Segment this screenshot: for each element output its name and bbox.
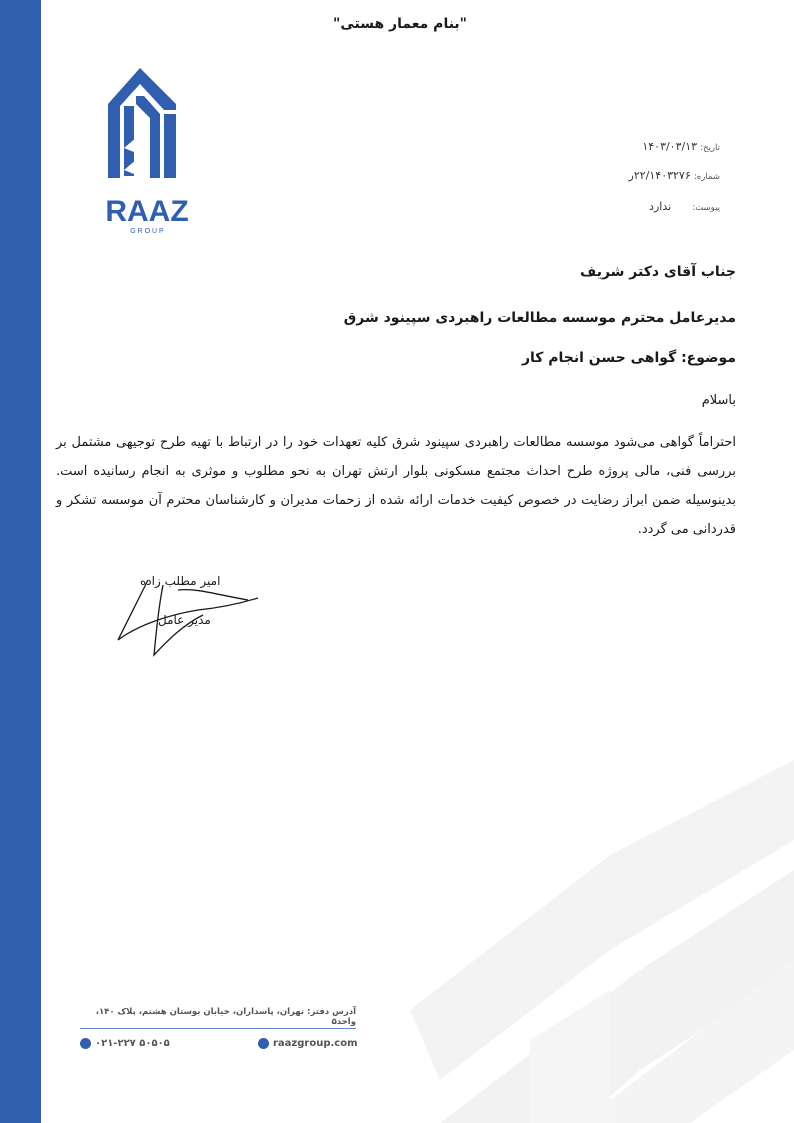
signature-name: امیر مطلب زاده xyxy=(140,574,221,588)
globe-icon xyxy=(258,1038,269,1049)
watermark-pattern xyxy=(380,760,794,1123)
recipient: جناب آقای دکتر شریف xyxy=(580,264,736,280)
phone-icon xyxy=(80,1038,91,1049)
letter-body: احتراماً گواهی می‌شود موسسه مطالعات راهبردی سپینود شرق کلیه تعهدات خود را در ارتباط با تهیه طرح توجیهی مشتمل بر بررسی فنی، مالی پروژه طرح احداث مجتمع مسکونی بلوار ارتش تهران به نحو مطلوب و موثری به انجام رسانیده است. بدینوسیله ضمن ابراز رضایت در خصوص کیفیت خدمات ارائه شده از زحمات مدیران و کارشناسان محترم آن موسسه تشکر و قدردانی می گردد. xyxy=(56,435,736,537)
signature-title: مدیر عامل xyxy=(158,613,211,627)
attachment-value: ندارد xyxy=(649,200,672,213)
date-label: تاریخ: xyxy=(700,143,720,153)
footer-website[interactable] xyxy=(258,1038,358,1049)
footer-address: آدرس دفتر: تهران، پاسداران، خیابان بوستان هشتم، پلاک ۱۴۰، واحد۵ xyxy=(95,1007,356,1027)
logo-sub-text: G R O U P xyxy=(130,228,164,235)
recipient-position: مدیرعامل محترم موسسه مطالعات راهبردی سپینود شرق xyxy=(343,310,736,326)
meta-attachment xyxy=(590,200,720,213)
subject: موضوع: گواهی حسن انجام کار xyxy=(521,350,736,366)
website-url[interactable]: raazgroup.com xyxy=(273,1038,358,1049)
raaz-logo xyxy=(100,66,196,236)
meta-number xyxy=(590,169,720,182)
greeting: باسلام xyxy=(701,393,736,408)
basmala-header: "بنام معمار هستی" xyxy=(333,16,467,32)
meta-date xyxy=(590,140,720,153)
attachment-label: پیوست: xyxy=(692,203,720,213)
side-accent-bar xyxy=(0,0,41,1123)
date-value: ۱۴۰۳/۰۳/۱۳ xyxy=(642,140,698,153)
footer-divider xyxy=(80,1028,356,1029)
number-label: شماره: xyxy=(693,172,720,182)
logo-brand-text: RAAZ xyxy=(105,195,189,228)
phone-number: ۰۲۱-۲۲۷ ۵۰۵۰۵ xyxy=(95,1038,170,1049)
footer-phone xyxy=(80,1038,170,1049)
number-value: ۲۲/۱۴۰۳۲۷۶ر xyxy=(628,169,691,182)
